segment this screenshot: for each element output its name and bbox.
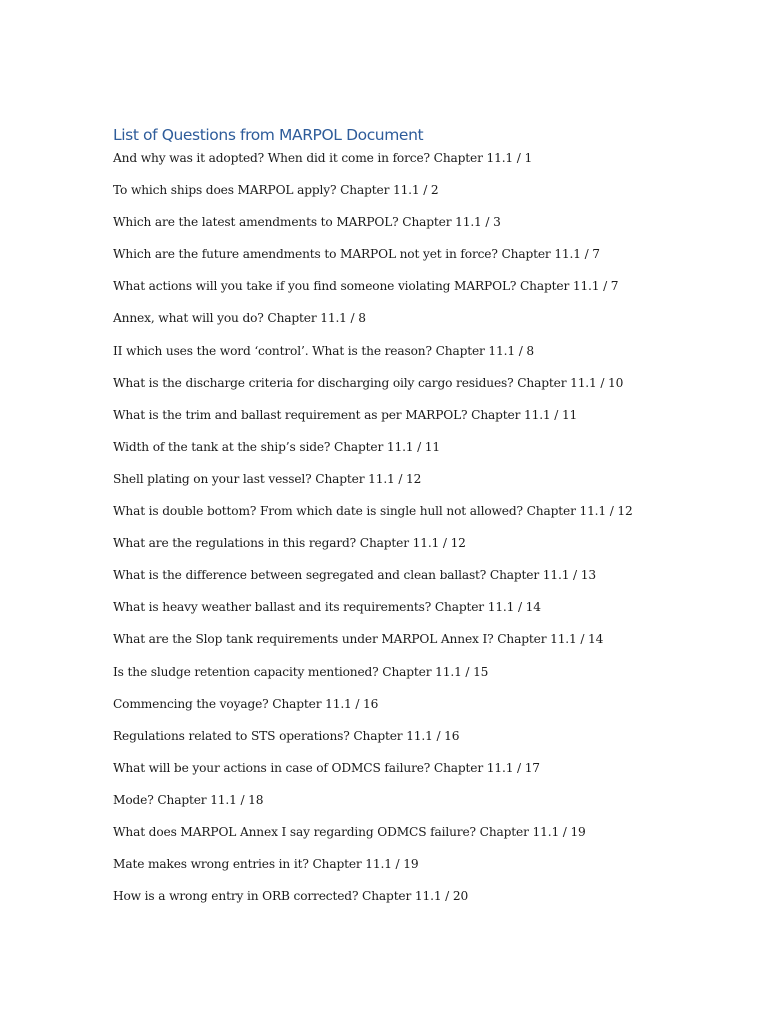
question-item: To which ships does MARPOL apply? Chapter 11.1 / 2 xyxy=(113,183,439,198)
question-item: What are the regulations in this regard? Chapter 11.1 / 12 xyxy=(113,536,466,551)
question-item: Annex, what will you do? Chapter 11.1 / 8 xyxy=(113,311,366,326)
question-item: Which are the future amendments to MARPOL not yet in force? Chapter 11.1 / 7 xyxy=(113,247,600,262)
question-item: Mate makes wrong entries in it? Chapter 11.1 / 19 xyxy=(113,857,419,872)
question-item: Width of the tank at the ship’s side? Chapter 11.1 / 11 xyxy=(113,439,441,454)
question-item: Is the sludge retention capacity mentioned? Chapter 11.1 / 15 xyxy=(113,664,489,679)
question-item: Which are the latest amendments to MARPOL? Chapter 11.1 / 3 xyxy=(113,215,501,230)
question-item: What is the difference between segregated and clean ballast? Chapter 11.1 / 13 xyxy=(113,568,596,583)
question-item: What does MARPOL Annex I say regarding ODMCS failure? Chapter 11.1 / 19 xyxy=(113,824,586,839)
question-item: II which uses the word ‘control’. What is the reason? Chapter 11.1 / 8 xyxy=(113,343,534,358)
question-item: How is a wrong entry in ORB corrected? Chapter 11.1 / 20 xyxy=(113,889,469,904)
question-item: What will be your actions in case of ODMCS failure? Chapter 11.1 / 17 xyxy=(113,760,540,775)
question-item: And why was it adopted? When did it come in force? Chapter 11.1 / 1 xyxy=(113,151,533,165)
question-item: What are the Slop tank requirements under MARPOL Annex I? Chapter 11.1 / 14 xyxy=(113,632,604,647)
question-list xyxy=(113,147,633,917)
question-item: What is heavy weather ballast and its requirements? Chapter 11.1 / 14 xyxy=(113,600,541,615)
question-item: Commencing the voyage? Chapter 11.1 / 16 xyxy=(113,696,379,711)
question-item: What is the discharge criteria for discharging oily cargo residues? Chapter 11.1 / 10 xyxy=(113,375,624,390)
question-item: What is the trim and ballast requirement as per MARPOL? Chapter 11.1 / 11 xyxy=(113,407,578,422)
document-title: List of Questions from MARPOL Document xyxy=(113,126,424,144)
question-item: Mode? Chapter 11.1 / 18 xyxy=(113,792,264,807)
question-item: What is double bottom? From which date is single hull not allowed? Chapter 11.1 / 12 xyxy=(113,504,633,519)
question-item: Regulations related to STS operations? Chapter 11.1 / 16 xyxy=(113,728,460,743)
question-item: Shell plating on your last vessel? Chapter 11.1 / 12 xyxy=(113,471,422,486)
question-item: What actions will you take if you find someone violating MARPOL? Chapter 11.1 / 7 xyxy=(113,279,619,294)
